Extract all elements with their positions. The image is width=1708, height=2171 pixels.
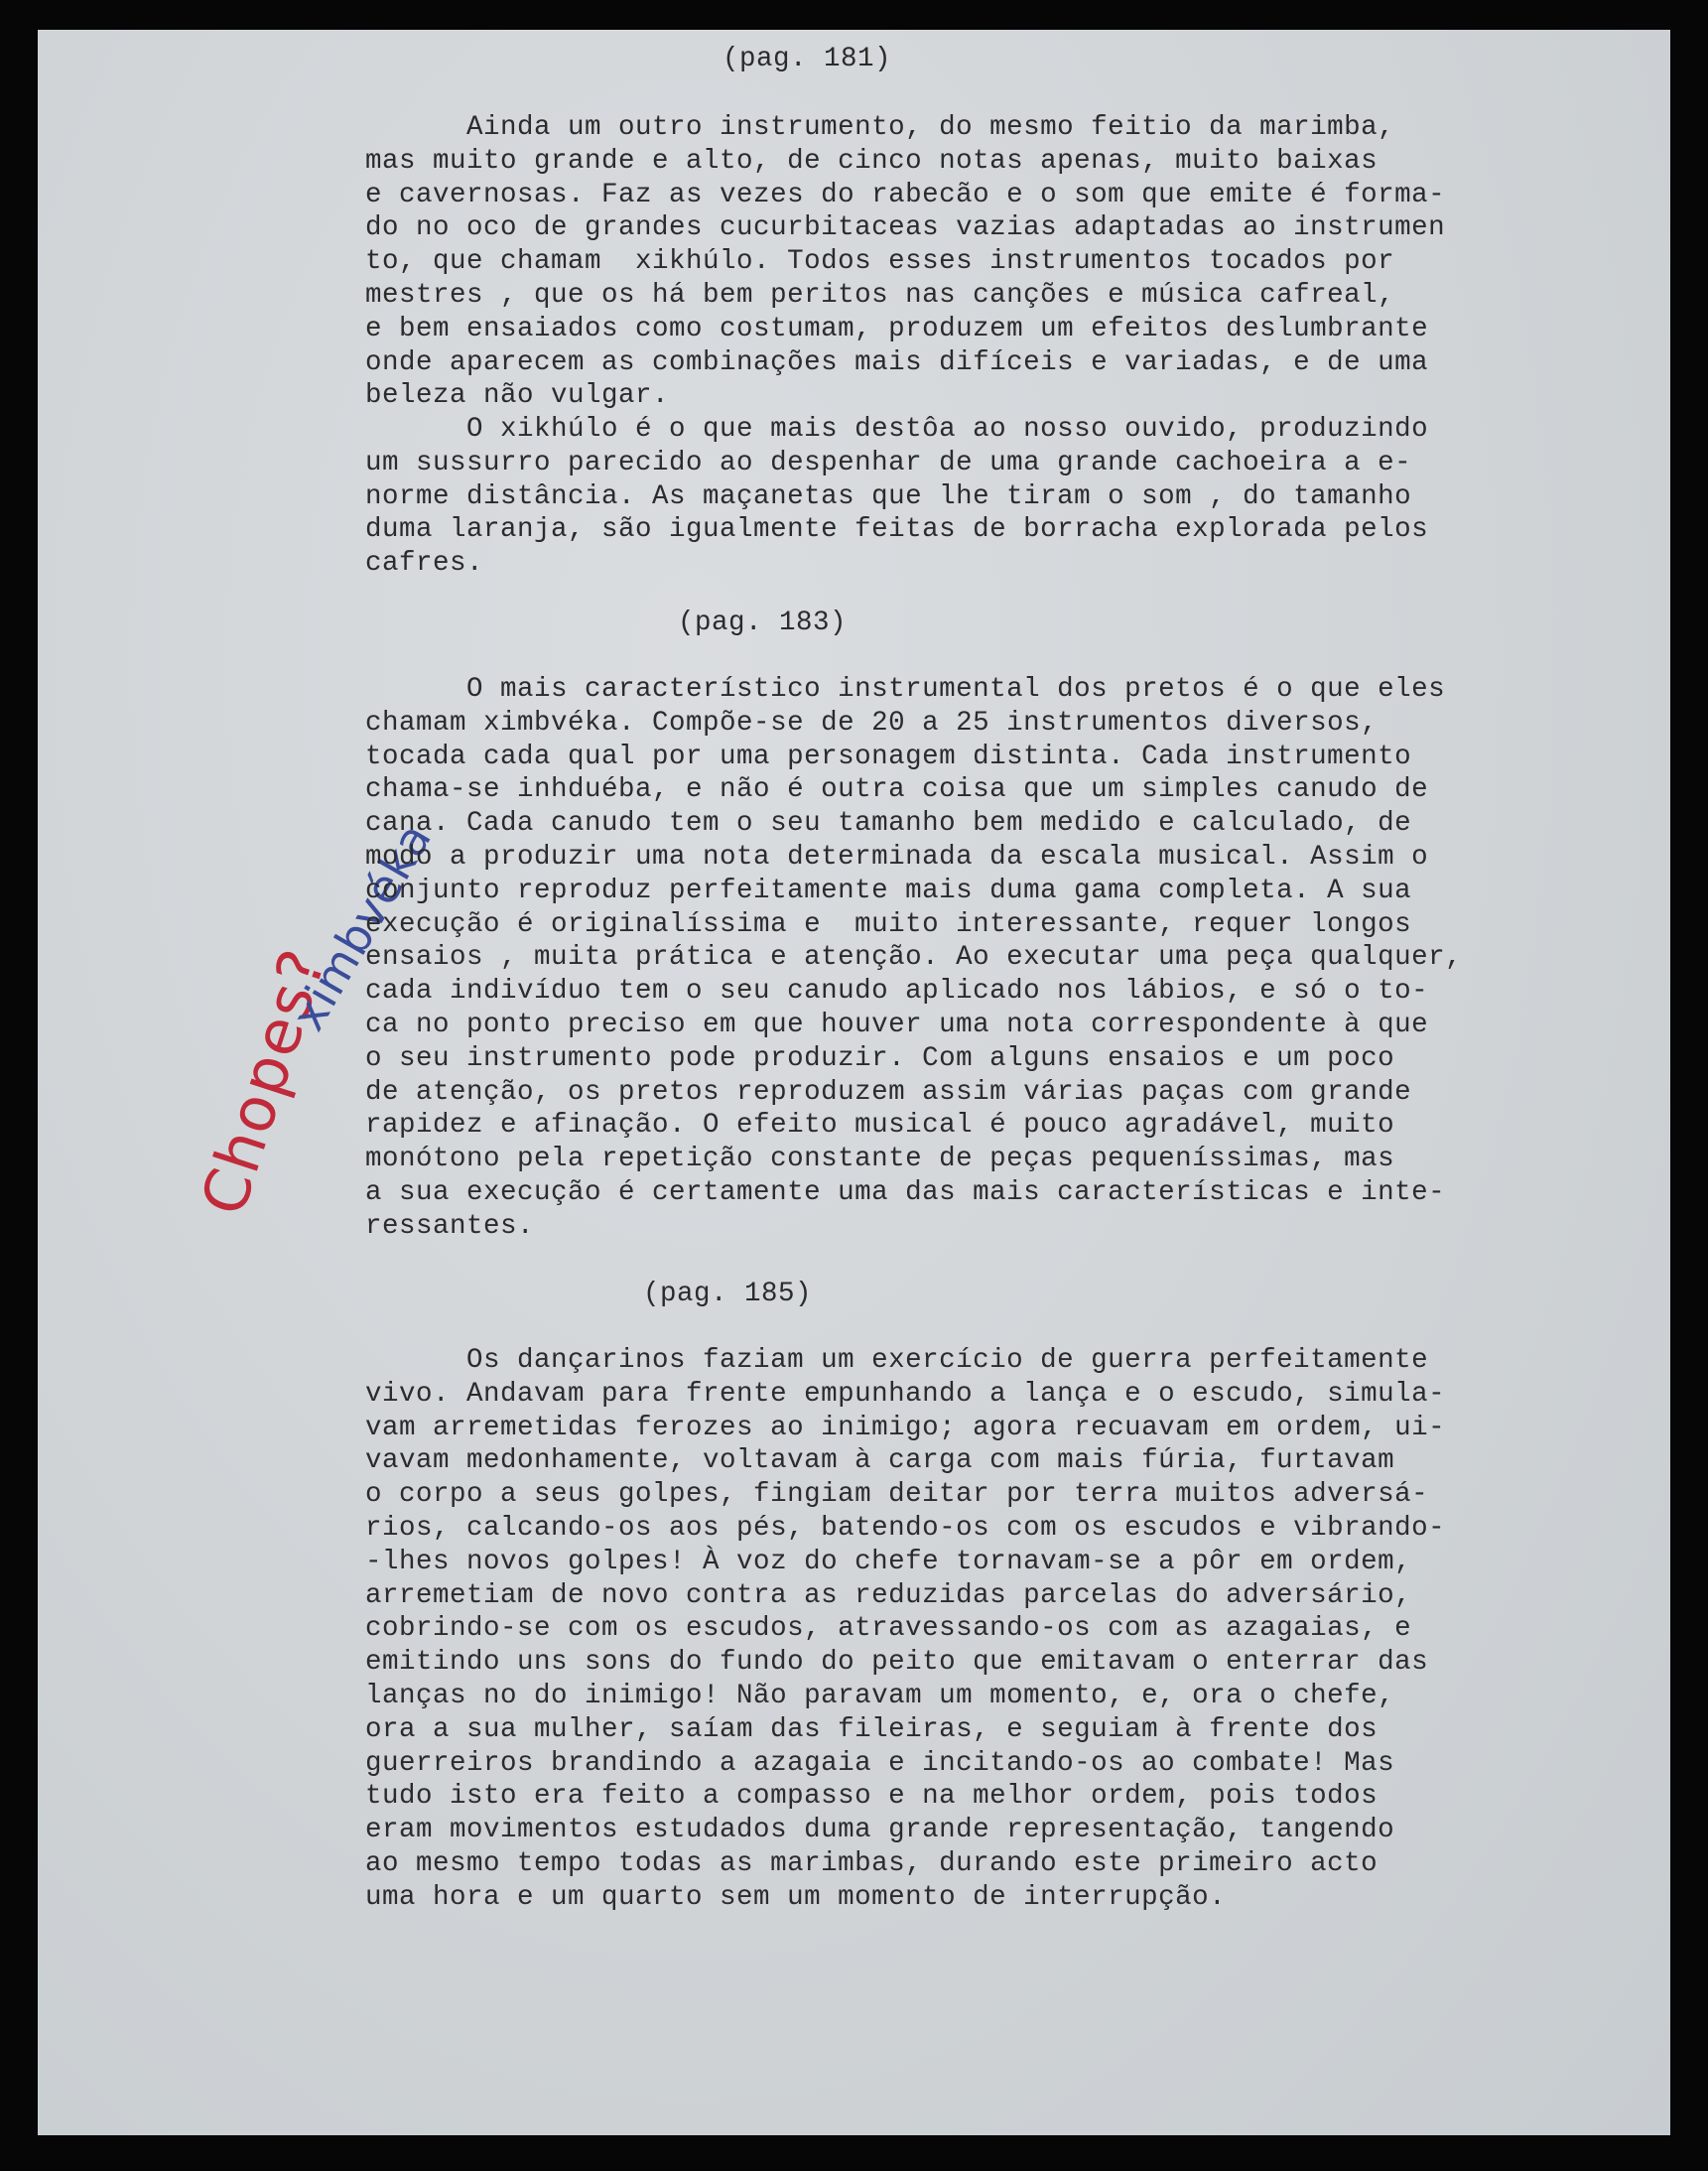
text-line: o seu instrumento pode produzir. Com alguns ensaios e um poco [365,1042,1395,1074]
text-line: Os dançarinos faziam um exercício de guerra perfeitamente [365,1345,1429,1376]
paragraph-ximbveka [365,673,1462,1244]
text-line: cana. Cada canudo tem o seu tamanho bem medido e calculado, de [365,808,1412,840]
text-line: cafres. [365,548,484,580]
text-line: o corpo a seus golpes, fingiam deitar por terra muitos adversá- [365,1479,1429,1511]
typed-page [38,30,1670,2135]
text-line: mas muito grande e alto, de cinco notas apenas, muito baixas [365,145,1379,177]
text-line: onde aparecem as combinações mais difíceis e variadas, e de uma [365,346,1429,378]
text-line: rios, calcando-os aos pés, batendo-os com os escudos e vibrando- [365,1512,1446,1544]
text-line: eram movimentos estudados duma grande representação, tangendo [365,1815,1395,1846]
paragraph-xikhulo [365,413,1428,581]
page-heading-183: (pag. 183) [678,608,848,638]
text-line: norme distância. As maçanetas que lhe tiram o som , do tamanho [365,480,1412,512]
text-line: O mais característico instrumental dos pretos é o que eles [365,674,1446,705]
text-line: lanças no do inimigo! Não paravam um momento, e, ora o chefe, [365,1680,1395,1711]
paragraph-marimba [365,111,1445,413]
text-line: Ainda um outro instrumento, do mesmo feitio da marimba, [365,112,1395,143]
text-line: chama-se inhduéba, e não é outra coisa que um simples canudo de [365,774,1429,806]
page-heading-181: (pag. 181) [723,44,892,74]
text-line: beleza não vulgar. [365,380,670,412]
text-line: de atenção, os pretos reproduzem assim várias paças com grande [365,1076,1412,1108]
text-line: ressantes. [365,1210,535,1242]
text-line: um sussurro parecido ao despenhar de uma grande cachoeira a e- [365,447,1412,478]
text-line: O xikhúlo é o que mais destôa ao nosso ouvido, produzindo [365,414,1429,445]
text-line: do no oco de grandes cucurbitaceas vazias adaptadas ao instrumen [365,212,1446,244]
text-line: emitindo uns sons do fundo do peito que emitavam o enterrar das [365,1647,1429,1679]
text-line: chamam ximbvéka. Compõe-se de 20 a 25 instrumentos diversos, [365,707,1379,739]
text-line: e cavernosas. Faz as vezes do rabecão e o som que emite é forma- [365,179,1446,210]
text-line: rapidez e afinação. O efeito musical é pouco agradável, muito [365,1110,1395,1142]
text-line: vivo. Andavam para frente empunhando a lança e o escudo, simula- [365,1378,1446,1410]
text-line: cobrindo-se com os escudos, atravessando-os com as azagaias, e [365,1613,1412,1645]
text-line: ensaios , muita prática e atenção. Ao executar uma peça qualquer, [365,942,1463,974]
text-line: arremetiam de novo contra as reduzidas parcelas do adversário, [365,1579,1412,1611]
text-line: execução é originalíssima e muito interessante, requer longos [365,908,1412,940]
handwritten-note-blue: ximbvéka [281,813,443,1039]
text-line: vavam medonhamente, voltavam à carga com mais fúria, furtavam [365,1445,1395,1477]
handwritten-note-red: Chopes? [187,939,341,1224]
page-heading-185: (pag. 185) [643,1279,813,1309]
text-line: a sua execução é certamente uma das mais características e inte- [365,1176,1446,1208]
text-line: to, que chamam xikhúlo. Todos esses instrumentos tocados por [365,246,1395,278]
text-line: vam arremetidas ferozes ao inimigo; agora recuavam em ordem, ui- [365,1412,1446,1443]
paragraph-dancers [365,1344,1445,1915]
text-line: tudo isto era feito a compasso e na melhor ordem, pois todos [365,1781,1379,1813]
text-line: conjunto reproduz perfeitamente mais duma gama completa. A sua [365,875,1412,906]
text-line: monótono pela repetição constante de peças pequeníssimas, mas [365,1144,1395,1175]
text-line: e bem ensaiados como costumam, produzem um efeitos deslumbrante [365,313,1429,344]
text-line: cada indivíduo tem o seu canudo aplicado nos lábios, e só o to- [365,976,1429,1008]
text-line: modo a produzir uma nota determinada da escala musical. Assim o [365,841,1429,873]
text-line: ca no ponto preciso em que houver uma nota correspondente à que [365,1009,1429,1040]
text-line: uma hora e um quarto sem um momento de interrupção. [365,1881,1227,1913]
text-line: guerreiros brandindo a azagaia e incitando-os ao combate! Mas [365,1747,1395,1779]
text-line: duma laranja, são igualmente feitas de borracha explorada pelos [365,514,1429,546]
text-line: ao mesmo tempo todas as marimbas, durando este primeiro acto [365,1847,1379,1879]
text-line: tocada cada qual por uma personagem distinta. Cada instrumento [365,741,1412,772]
text-line: ora a sua mulher, saíam das fileiras, e seguiam à frente dos [365,1713,1379,1745]
text-line: -lhes novos golpes! À voz do chefe tornavam-se a pôr em ordem, [365,1546,1412,1577]
text-line: mestres , que os há bem peritos nas canções e música cafreal, [365,279,1395,311]
